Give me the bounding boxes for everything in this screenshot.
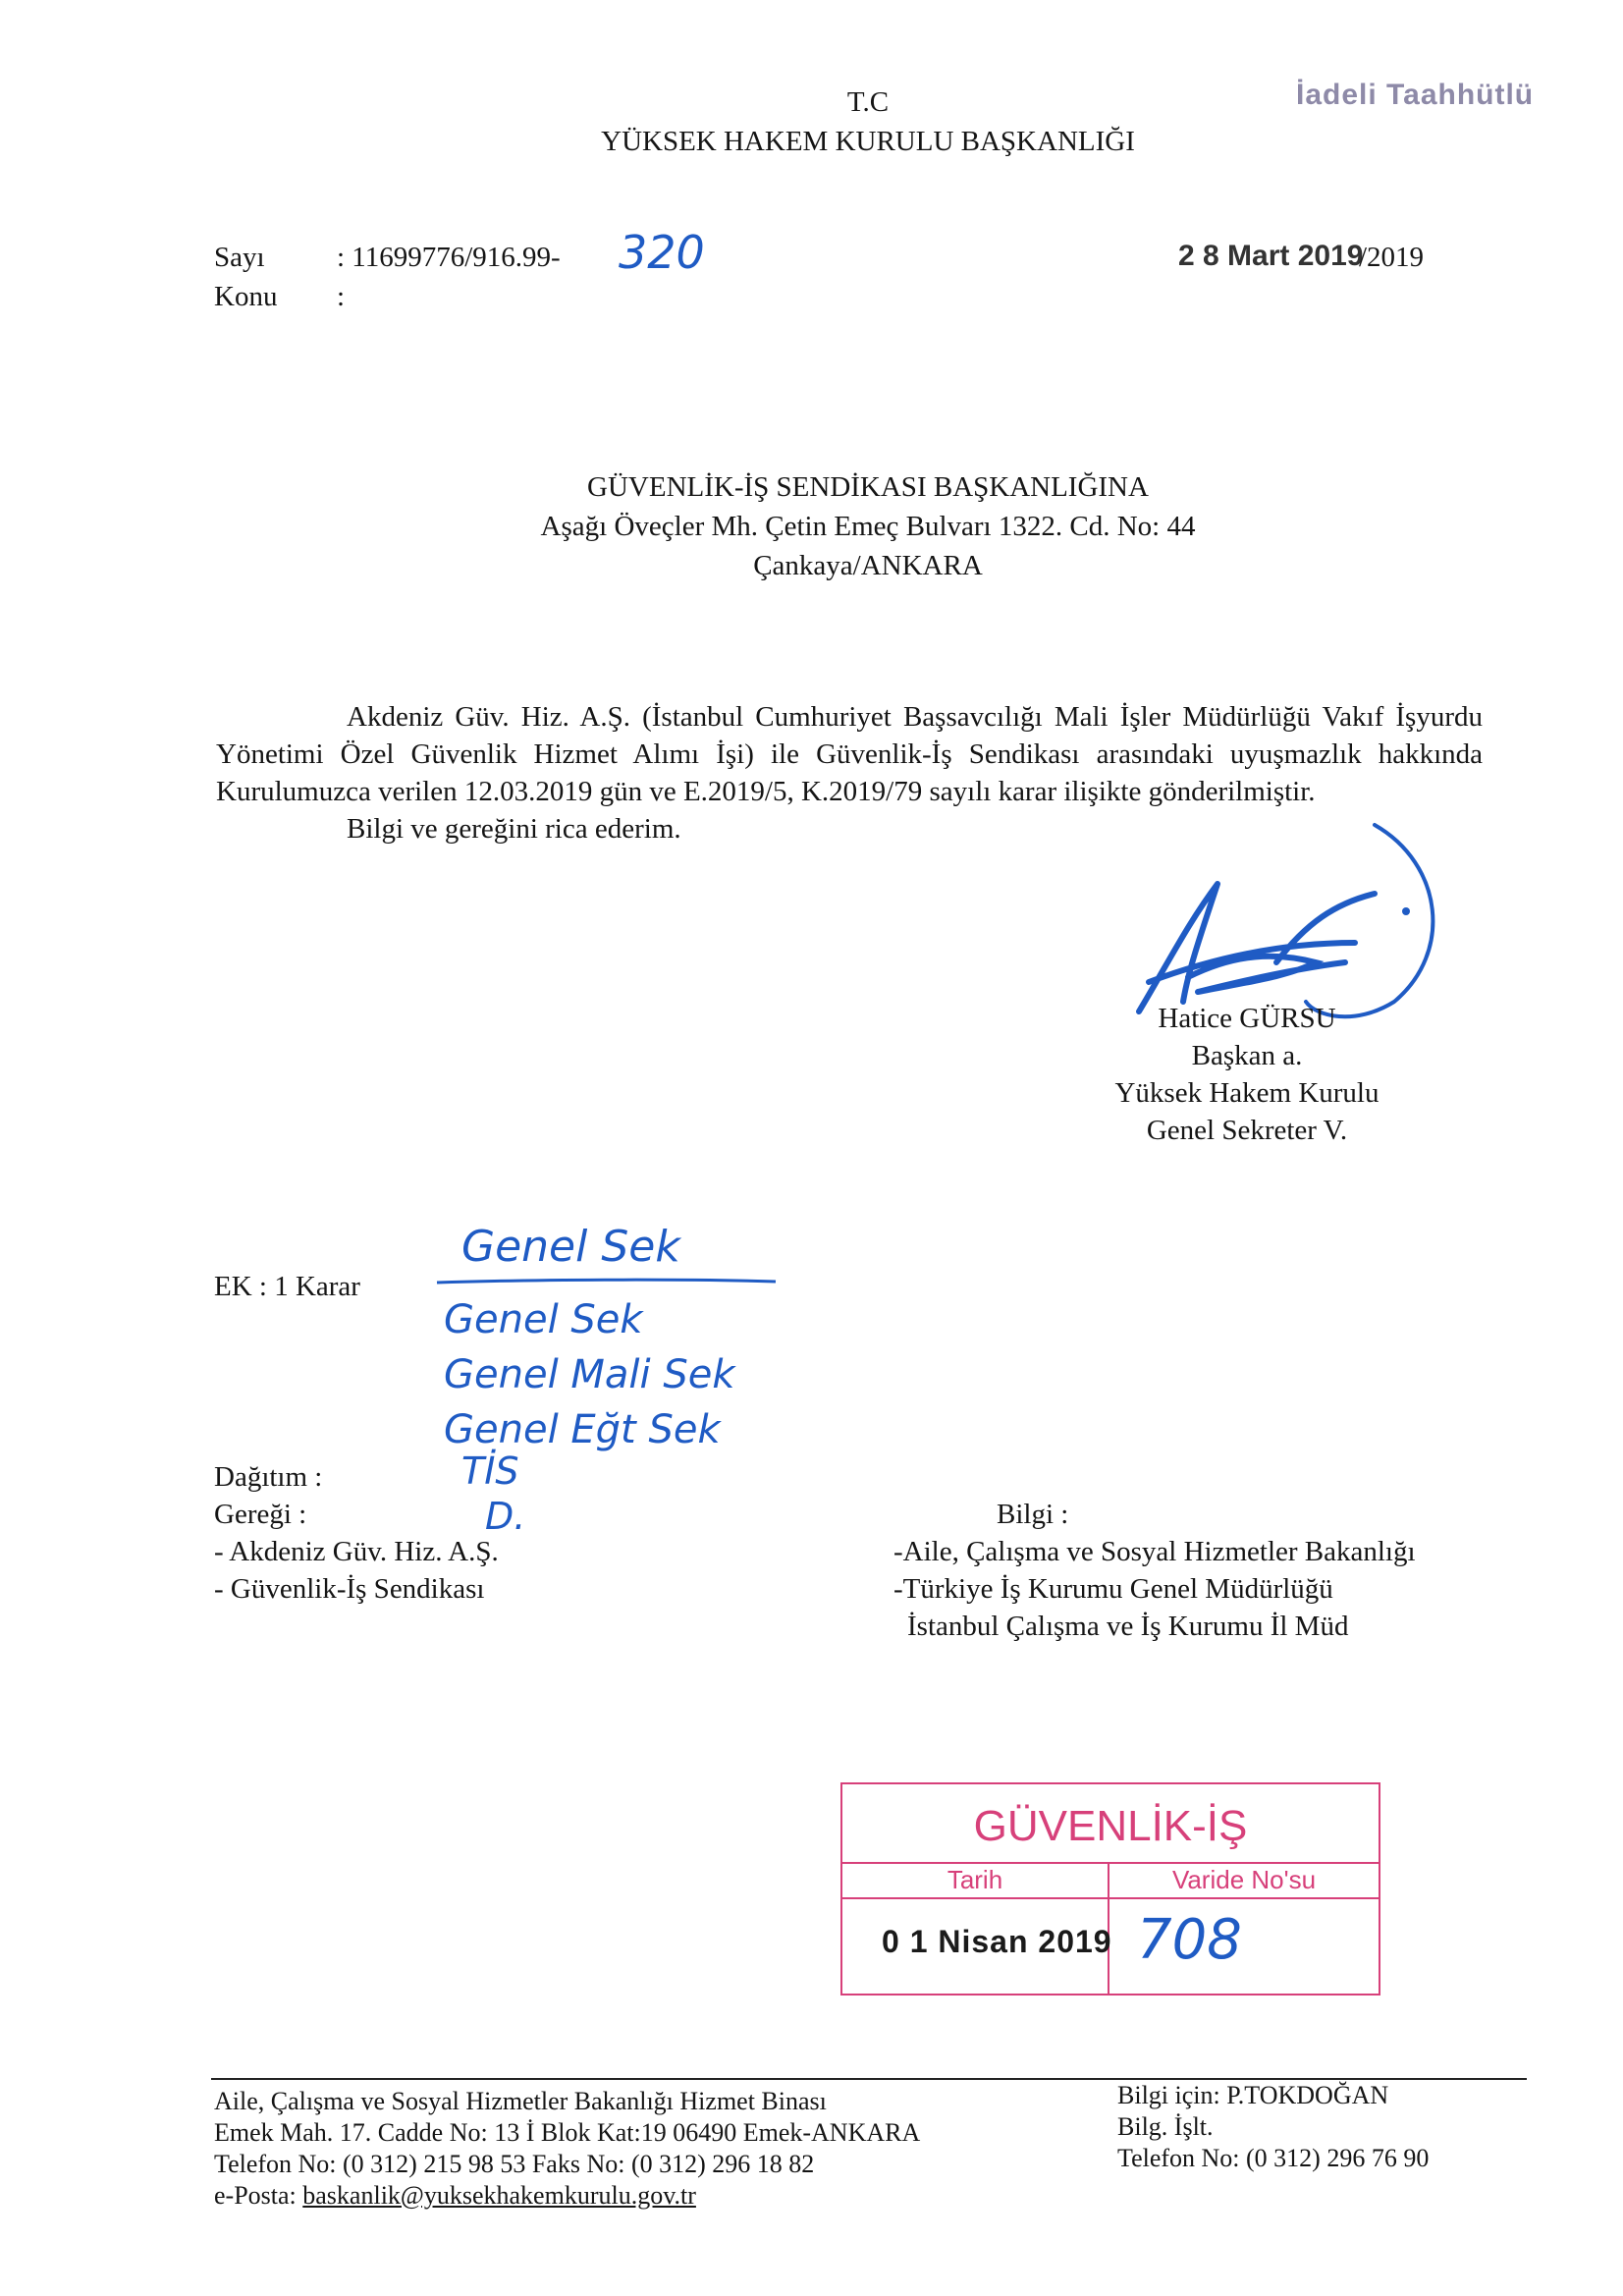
recipient-city: Çankaya/ANKARA [753,550,983,581]
header-institution: YÜKSEK HAKEM KURULU BAŞKANLIĞI [601,126,1135,157]
handwritten-note-4: Genel Eğt Sek [444,1407,721,1452]
receipt-stamp-date: 0 1 Nisan 2019 [882,1924,1112,1959]
recipient-address: Aşağı Öveçler Mh. Çetin Emeç Bulvarı 1322. Cd. No: 44 [540,511,1196,542]
footer-address-2: Emek Mah. 17. Cadde No: 13 İ Blok Kat:19 06490 Emek-ANKARA [214,2118,921,2147]
handwritten-note-3: Genel Mali Sek [444,1352,735,1397]
footer-email-label: e-Posta: [214,2181,297,2210]
sayi-label: Sayı [214,242,265,273]
footer-address-1: Aile, Çalışma ve Sosyal Hizmetler Bakanlığı Hizmet Binası [214,2087,827,2115]
body-paragraph-1: Akdeniz Güv. Hiz. A.Ş. (İstanbul Cumhuriyet Başsavcılığı Mali İşler Müdürlüğü Vakıf İşyurdu Yönetimi Özel Güvenlik Hizmet Alımı İşi) ile Güvenlik-İş Sendikası arasındaki uyuşmazlık hakkında Kurulumuzca verilen 12.03.2019 gün ve E.2019/5, K.2019/79 sayılı karar ilişikte gönderilmiştir. [216,701,1483,807]
handwritten-underline [432,1277,785,1286]
handwritten-note-5: TİS [461,1449,519,1493]
signatory-title-1: Başkan a. [1191,1040,1303,1071]
receipt-stamp [840,1782,1380,1995]
footer-contact-person: Bilgi için: P.TOKDOĞAN [1117,2081,1389,2109]
footer-contact-phone: Telefon No: (0 312) 296 76 90 [1117,2144,1430,2172]
receipt-stamp-date-header: Tarih [947,1865,1003,1894]
signatory-title-3: Genel Sekreter V. [1146,1115,1348,1146]
registered-mail-stamp: İadeli Taahhütlü [1296,79,1535,111]
footer-contact-role: Bilg. İşlt. [1117,2112,1214,2141]
sayi-value: : 11699776/916.99- [337,242,561,273]
info-label: Bilgi : [997,1499,1069,1530]
signature-block [1090,1000,1404,1149]
date-stamp: 2 8 Mart 2019 [1178,240,1364,272]
action-item-1: - Akdeniz Güv. Hiz. A.Ş. [214,1536,499,1567]
date-suffix: /2019 [1359,242,1425,273]
info-item-2: -Türkiye İş Kurumu Genel Müdürlüğü [893,1573,1333,1605]
handwritten-note-2: Genel Sek [444,1297,643,1342]
handwritten-note-1: Genel Sek [461,1222,680,1272]
sayi-handwritten-number: 320 [619,226,705,279]
signatory-title-2: Yüksek Hakem Kurulu [1114,1077,1380,1109]
signatory-name: Hatice GÜRSU [1158,1003,1336,1034]
konu-value: : [337,281,346,312]
attachment-label: EK : 1 Karar [214,1271,360,1302]
info-item-3: İstanbul Çalışma ve İş Kurumu İl Müd [907,1611,1349,1642]
receipt-stamp-number: 708 [1137,1908,1242,1972]
distribution-label: Dağıtım : [214,1461,323,1493]
action-label: Gereği : [214,1499,307,1530]
konu-label: Konu [214,281,278,312]
receipt-stamp-number-header: Varide No'su [1171,1865,1317,1894]
recipient-name: GÜVENLİK-İŞ SENDİKASI BAŞKANLIĞINA [587,471,1149,503]
handwritten-note-6: D. [485,1495,526,1538]
body-paragraph-2: Bilgi ve gereğini rica ederim. [347,813,681,845]
receipt-stamp-title: GÜVENLİK-İŞ [973,1802,1248,1850]
footer-email-link[interactable]: baskanlik@yuksekhakemkurulu.gov.tr [302,2181,696,2210]
header-tc: T.C [846,86,890,118]
footer-email-row [214,2180,696,2212]
action-item-2: - Güvenlik-İş Sendikası [214,1573,485,1605]
footer-phone: Telefon No: (0 312) 215 98 53 Faks No: (0 312) 296 18 82 [214,2150,815,2178]
info-item-1: -Aile, Çalışma ve Sosyal Hizmetler Bakanlığı [893,1536,1416,1567]
